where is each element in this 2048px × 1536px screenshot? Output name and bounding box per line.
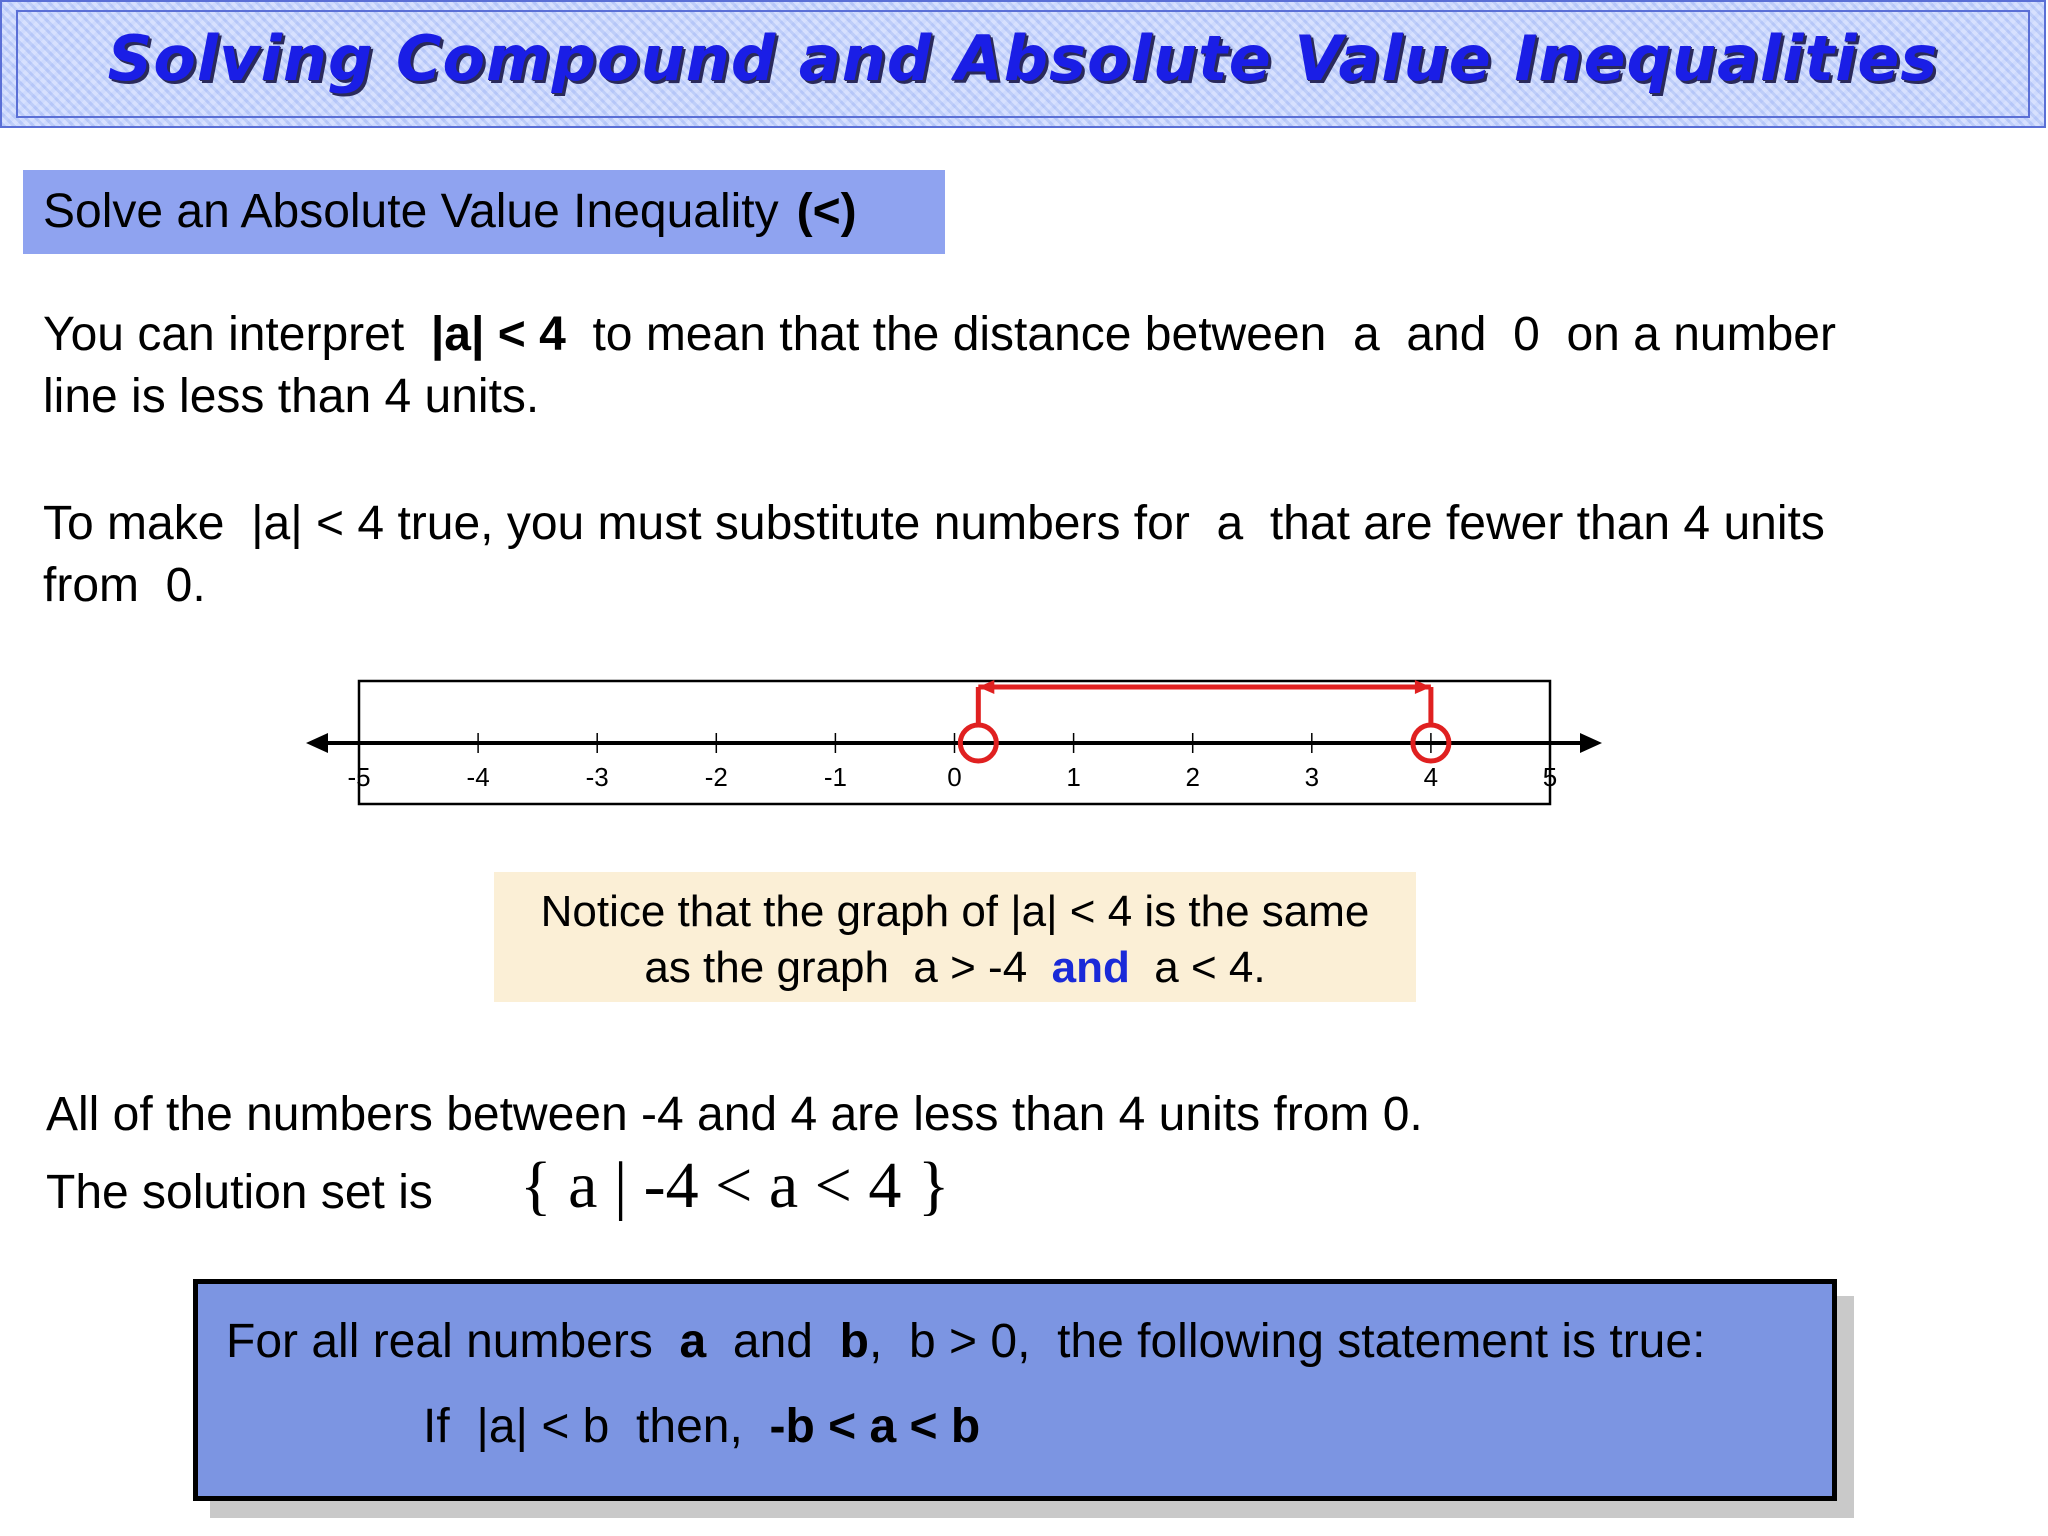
note-line-1: Notice that the graph of |a| < 4 is the same [540,887,1370,936]
tick-label: 3 [1304,762,1320,792]
tick-label: 5 [1542,762,1558,792]
paragraph-2-line-2: from 0. [43,559,206,612]
theorem-var-b: b [839,1315,869,1368]
note-line2-post: a < 4. [1129,943,1266,992]
axis-left-arrow [306,733,328,753]
tick-label: -4 [466,762,490,792]
tick-label: -3 [585,762,609,792]
para1-expression: |a| < 4 [430,308,566,361]
para1-pre: You can interpret [43,308,431,361]
tick-label: -5 [347,762,371,792]
note-line2-pre: as the graph a > -4 [644,943,1052,992]
note-box [494,872,1416,1002]
para1-post: to mean that the distance between a and 0 on a number [565,308,1836,361]
page-title: Solving Compound and Absolute Value Inequalities [107,22,1939,95]
tick-label: -2 [704,762,728,792]
tick-label: 0 [947,762,962,792]
tick-label: -1 [823,762,847,792]
conclusion-line-1: All of the numbers between -4 and 4 are less than 4 units from 0. [46,1088,1423,1141]
theorem-box [193,1279,1837,1501]
tick-label: 1 [1066,762,1081,792]
solution-graph [960,680,1449,761]
theorem-post: , b > 0, the following statement is true: [868,1315,1706,1368]
theorem-pre: For all real numbers [226,1315,680,1368]
tick-label: 2 [1185,762,1200,792]
section-label: Solve an Absolute Value Inequality [43,185,779,238]
theorem-var-a: a [679,1315,707,1368]
section-symbol: (<) [796,185,857,238]
tick-label: 4 [1423,762,1439,792]
note-line-2 [494,940,1416,996]
theorem-line-2 [423,1399,980,1454]
note-and-keyword: and [1051,943,1130,992]
axis-right-arrow [1580,733,1602,753]
solution-set-expression: { a | -4 < a < 4 } [520,1149,950,1222]
paragraph-2-line-1: To make |a| < 4 true, you must substitute numbers for a that are fewer than 4 units [43,497,1825,550]
paragraph-1-line-2: line is less than 4 units. [43,370,540,423]
theorem-line-1 [226,1314,1705,1369]
theorem-if-result: -b < a < b [769,1400,981,1453]
theorem-mid: and [706,1315,840,1368]
theorem-if-pre: If |a| < b then, [423,1400,770,1453]
conclusion-line-2: The solution set is [46,1166,433,1219]
